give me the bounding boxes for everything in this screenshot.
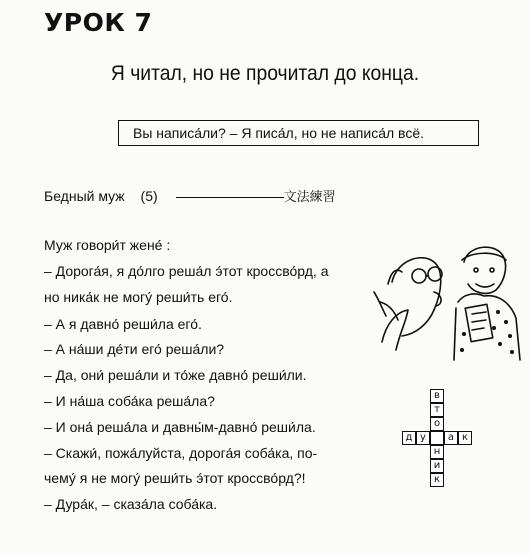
lesson-heading: УРОК 7 <box>44 8 153 37</box>
crossword-cell: к <box>430 473 444 487</box>
section-rule <box>176 197 284 198</box>
section-heading <box>44 186 336 205</box>
dialogue-line: – Дура́к, – сказа́ла соба́ка. <box>44 496 218 512</box>
dialogue-line: – А на́ши де́ти его́ реша́ли? <box>44 341 225 357</box>
dialogue-line: – Скажи́, пожа́луйста, дорога́я соба́ка, по- <box>44 445 318 461</box>
dialogue-line: – Да, они́ реша́ли и то́же давно́ реши́ли. <box>44 367 307 383</box>
dialogue-line: – И на́ша соба́ка реша́ла? <box>44 393 215 409</box>
section-number: (5) <box>140 188 158 204</box>
section-name: Бедный муж <box>44 188 125 204</box>
crossword-cell: а <box>444 431 458 445</box>
crossword-cell: д <box>402 431 416 445</box>
crossword-cell <box>430 431 444 445</box>
dialogue-line: – Дорога́я, я до́лго реша́л э́тот кроссво́рд, а <box>44 263 329 279</box>
dialogue-line: чему́ я не могу́ реши́ть э́тот кроссво́рд?! <box>44 470 306 486</box>
couple-illustration <box>372 232 522 362</box>
crossword-cell: у <box>416 431 430 445</box>
dialogue-line: – А я давно́ реши́ла его́. <box>44 316 202 332</box>
dialogue-line: – И она́ реша́ла и давны́м-давно́ реши́ла. <box>44 419 316 435</box>
crossword-cell: н <box>430 445 444 459</box>
section-subtitle: 文法練習 <box>283 189 336 204</box>
page-title: Я читал, но не прочитал до конца. <box>110 62 420 85</box>
crossword-cell: в <box>430 389 444 403</box>
dialogue-line: Муж говори́т жене́ : <box>44 237 171 253</box>
example-box: Вы написа́ли? – Я писа́л, но не написа́л всё. <box>118 120 479 146</box>
crossword-cell: о <box>430 417 444 431</box>
crossword-cell: т <box>430 403 444 417</box>
crossword-cell: к <box>458 431 472 445</box>
dialogue-line: но ника́к не могу́ реши́ть его́. <box>44 289 233 305</box>
crossword-cell: и <box>430 459 444 473</box>
